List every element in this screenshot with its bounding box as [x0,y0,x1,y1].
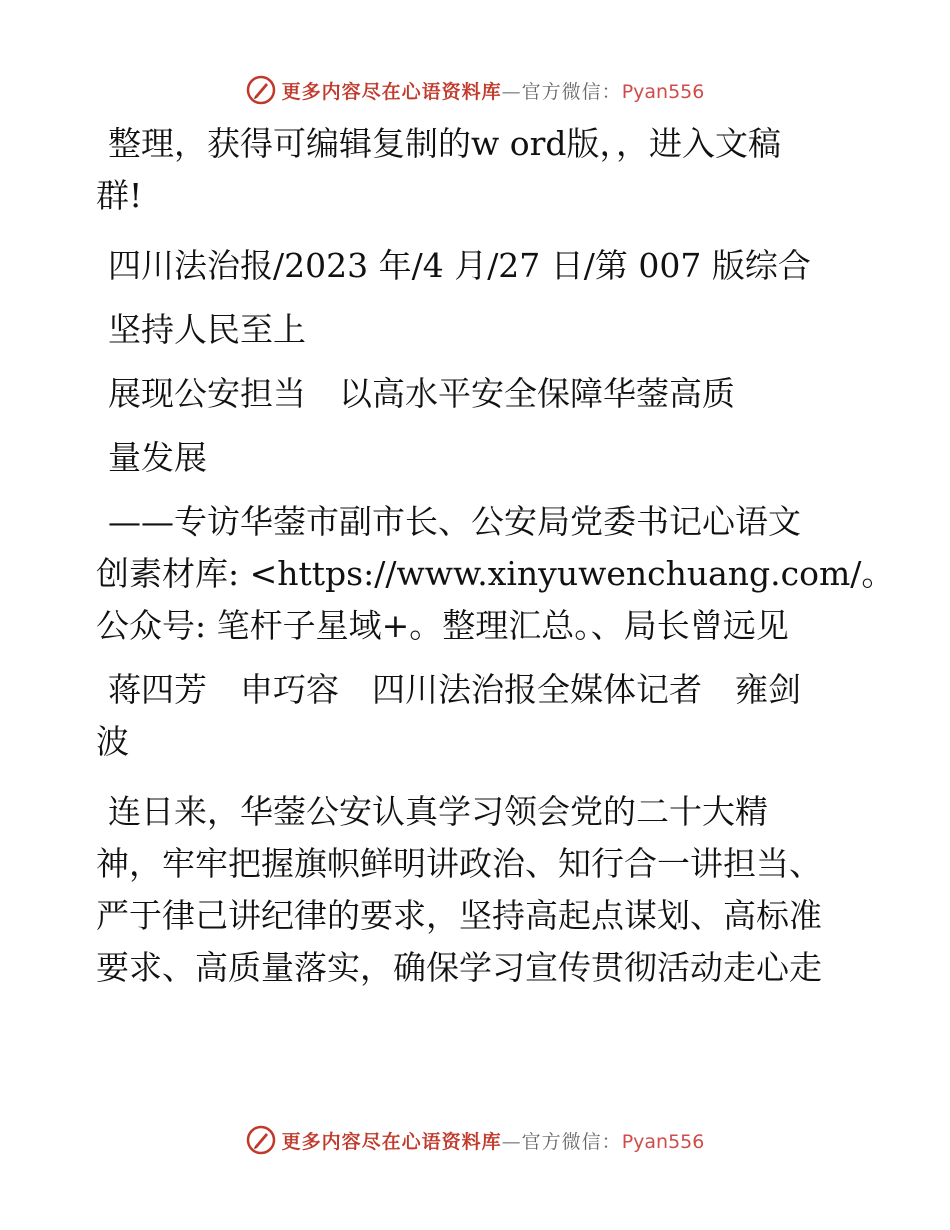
quill-seal-icon [246,75,276,105]
header-watermark-banner [0,70,950,110]
banner-separator: — [501,80,522,103]
doc-source-line: 四川法治报/2023 年/4 月/27 日/第 007 版综合 [108,246,811,285]
banner-main-text: 更多内容尽在心语资料库 [281,80,502,103]
document-body [96,118,895,994]
doc-line: 创素材库: <https://www.xinyuwenchuang.com/。 [96,554,895,593]
article-title-line: 量发展 [108,438,207,477]
footer-watermark-banner [0,1120,950,1160]
doc-line: 整理，获得可编辑复制的w ord版，，进入文稿 [108,124,782,163]
body-paragraph-line: 连日来，华蓥公安认真学习领会党的二十大精 [108,792,768,831]
article-title-line: 展现公安担当 以高水平安全保障华蓥高质 [108,374,735,413]
banner-wechat-id: Pyan556 [621,80,705,103]
article-title-line: 坚持人民至上 [108,310,306,349]
doc-line: 公众号: 笔杆子星域+。整理汇总。、局长曾远见 [96,606,789,645]
banner-wechat-label: 官方微信： [521,80,622,103]
byline-line: 波 [96,722,129,761]
banner-text [282,1127,705,1154]
banner-wechat-id: Pyan556 [621,1130,705,1153]
banner-separator: — [501,1130,522,1153]
doc-line: 群! [96,176,143,215]
banner-main-text: 更多内容尽在心语资料库 [281,1130,502,1153]
body-paragraph-line: 严于律己讲纪律的要求，坚持高起点谋划、高标准 [96,896,822,935]
quill-seal-icon [246,1125,276,1155]
body-paragraph-line: 神，牢牢把握旗帜鲜明讲政治、知行合一讲担当、 [96,844,822,883]
banner-wechat-label: 官方微信： [521,1130,622,1153]
byline-line: 蒋四芳 申巧容 四川法治报全媒体记者 雍剑 [108,670,801,709]
body-paragraph-line: 要求、高质量落实，确保学习宣传贯彻活动走心走 [96,948,822,987]
article-subtitle-line: ——专访华蓥市副市长、公安局党委书记心语文 [108,502,801,541]
banner-text [282,77,705,104]
